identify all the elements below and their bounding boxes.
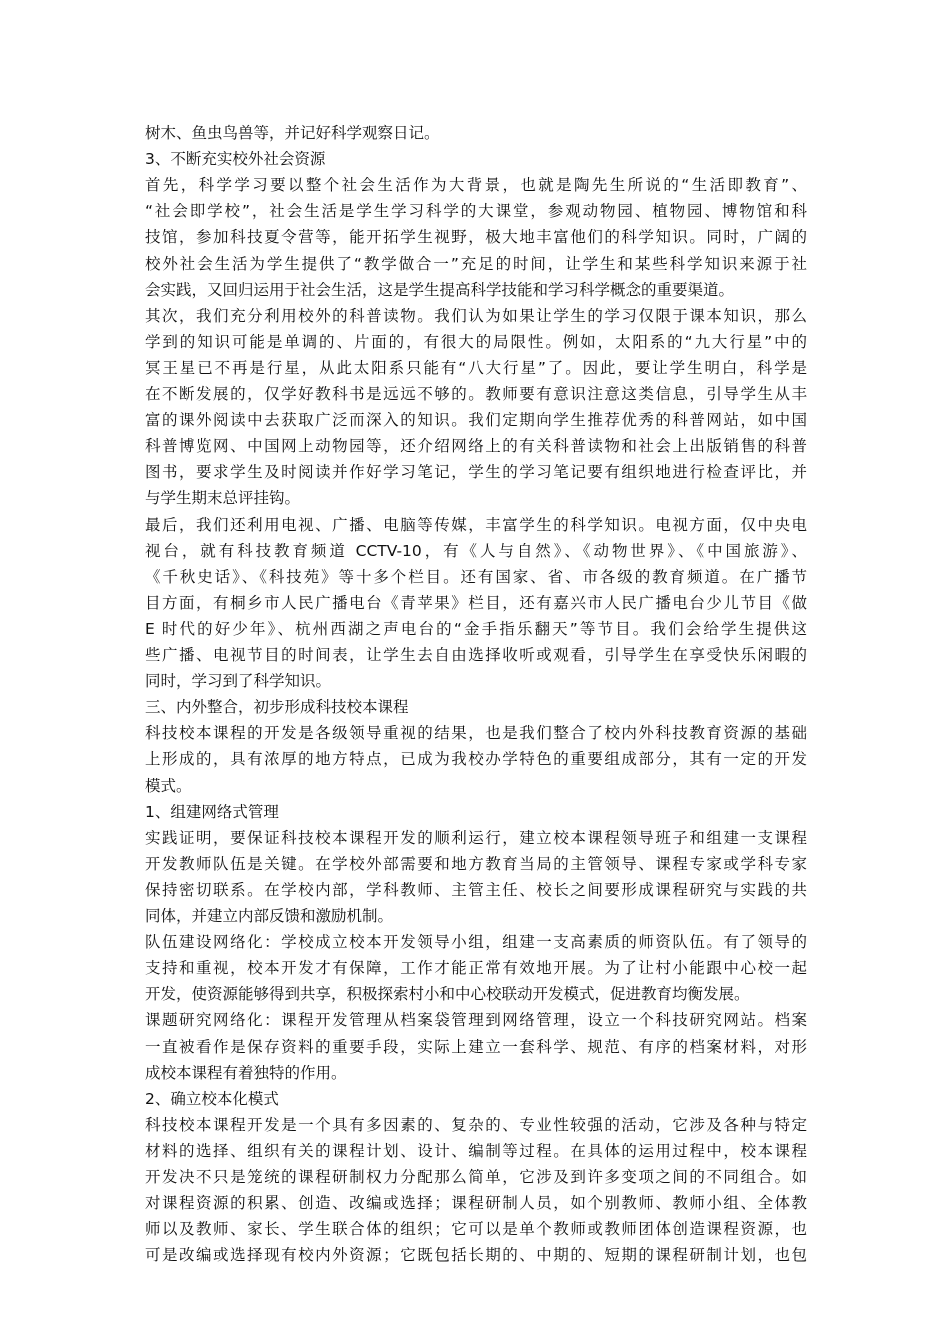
text-line: 《千秋史话》、《科技苑》等十多个栏目。还有国家、省、市各级的教育频道。在广播节 — [145, 568, 807, 586]
text-line: 1、组建网络式管理 — [145, 803, 279, 821]
text-line: 在不断发展的，仅学好教科书是远远不够的。教师要有意识注意这类信息，引导学生从丰 — [145, 385, 807, 403]
text-line: 图书，要求学生及时阅读并作好学习笔记，学生的学习笔记要有组织地进行检查评比，并 — [145, 463, 807, 481]
text-line: 富的课外阅读中去获取广泛而深入的知识。我们定期向学生推荐优秀的科普网站，如中国 — [145, 411, 807, 429]
text-line: 对课程资源的积累、创造、改编或选择；课程研制人员，如个别教师、教师小组、全体教 — [145, 1194, 807, 1212]
text-line: 可是改编或选择现有校内外资源；它既包括长期的、中期的、短期的课程研制计划，也包 — [145, 1246, 807, 1264]
text-line: 科技校本课程开发是一个具有多因素的、复杂的、专业性较强的活动，它涉及各种与特定 — [145, 1116, 807, 1134]
text-line: 科技校本课程的开发是各级领导重视的结果，也是我们整合了校内外科技教育资源的基础 — [145, 724, 807, 742]
text-line: 成校本课程有着独特的作用。 — [145, 1064, 347, 1082]
text-line: 同时，学习到了科学知识。 — [145, 672, 332, 690]
text-line: 保持密切联系。在学校内部，学科教师、主管主任、校长之间要形成课程研究与实践的共 — [145, 881, 807, 899]
text-line: 三、内外整合，初步形成科技校本课程 — [145, 698, 409, 716]
text-line: 开发，使资源能够得到共享，积极探索村小和中心校联动开发模式，促进教育均衡发展。 — [145, 985, 750, 1003]
text-line: 队伍建设网络化：学校成立校本开发领导小组，组建一支高素质的师资队伍。有了领导的 — [145, 933, 807, 951]
text-line: 技馆，参加科技夏令营等，能开拓学生视野，极大地丰富他们的科学知识。同时，广阔的 — [145, 228, 807, 246]
text-line: 首先，科学学习要以整个社会生活作为大背景，也就是陶先生所说的“生活即教育”、 — [145, 176, 807, 194]
text-line: 课题研究网络化：课程开发管理从档案袋管理到网络管理，设立一个科技研究网站。档案 — [145, 1011, 807, 1029]
text-line: 开发决不只是笼统的课程研制权力分配那么简单，它涉及到许多变项之间的不同组合。如 — [145, 1168, 807, 1186]
text-line: 同体，并建立内部反馈和激励机制。 — [145, 907, 394, 925]
text-line: 实践证明，要保证科技校本课程开发的顺利运行，建立校本课程领导班子和组建一支课程 — [145, 829, 807, 847]
text-line: 开发教师队伍是关键。在学校外部需要和地方教育当局的主管领导、课程专家或学科专家 — [145, 855, 807, 873]
text-line: 校外社会生活为学生提供了“教学做合一”充足的时间，让学生和某些科学知识来源于社 — [145, 255, 807, 273]
text-line: 3、不断充实校外社会资源 — [145, 150, 326, 168]
text-line: 目方面，有桐乡市人民广播电台《青苹果》栏目，还有嘉兴市人民广播电台少儿节目《做 — [145, 594, 807, 612]
text-line: E 时代的好少年》、杭州西湖之声电台的“金手指乐翻天”等节目。我们会给学生提供这 — [145, 620, 807, 638]
text-line: 模式。 — [145, 777, 192, 795]
text-line: 2、确立校本化模式 — [145, 1090, 279, 1108]
text-line: 师以及教师、家长、学生联合体的组织；它可以是单个教师或教师团体创造课程资源，也 — [145, 1220, 807, 1238]
text-line: 会实践，又回归运用于社会生活，这是学生提高科学技能和学习科学概念的重要渠道。 — [145, 281, 735, 299]
text-line: 冥王星已不再是行星，从此太阳系只能有“八大行星”了。因此，要让学生明白，科学是 — [145, 359, 807, 377]
text-line: 与学生期末总评挂钩。 — [145, 489, 301, 507]
text-line: 上形成的，具有浓厚的地方特点，已成为我校办学特色的重要组成部分，其有一定的开发 — [145, 750, 807, 768]
text-line: 树木、鱼虫鸟兽等，并记好科学观察日记。 — [145, 124, 440, 142]
text-line: 一直被看作是保存资料的重要手段，实际上建立一套科学、规范、有序的档案材料，对形 — [145, 1038, 807, 1056]
text-line: 支持和重视，校本开发才有保障，工作才能正常有效地开展。为了让村小能跟中心校一起 — [145, 959, 807, 977]
text-line: 学到的知识可能是单调的、片面的，有很大的局限性。例如，太阳系的“九大行星”中的 — [145, 333, 807, 351]
text-line: 视台，就有科技教育频道 CCTV-10，有《人与自然》、《动物世界》、《中国旅游》、 — [145, 542, 807, 560]
text-line: 些广播、电视节目的时间表，让学生去自由选择收听或观看，引导学生在享受快乐闲暇的 — [145, 646, 807, 664]
text-line: 其次，我们充分利用校外的科普读物。我们认为如果让学生的学习仅限于课本知识，那么 — [145, 307, 807, 325]
text-line: 科普博览网、中国网上动物园等，还介绍网络上的有关科普读物和社会上出版销售的科普 — [145, 437, 807, 455]
text-line: “社会即学校”，社会生活是学生学习科学的大课堂，参观动物园、植物园、博物馆和科 — [145, 202, 807, 220]
text-line: 材料的选择、组织有关的课程计划、设计、编制等过程。在具体的运用过程中，校本课程 — [145, 1142, 807, 1160]
text-line: 最后，我们还利用电视、广播、电脑等传媒，丰富学生的科学知识。电视方面，仅中央电 — [145, 516, 807, 534]
